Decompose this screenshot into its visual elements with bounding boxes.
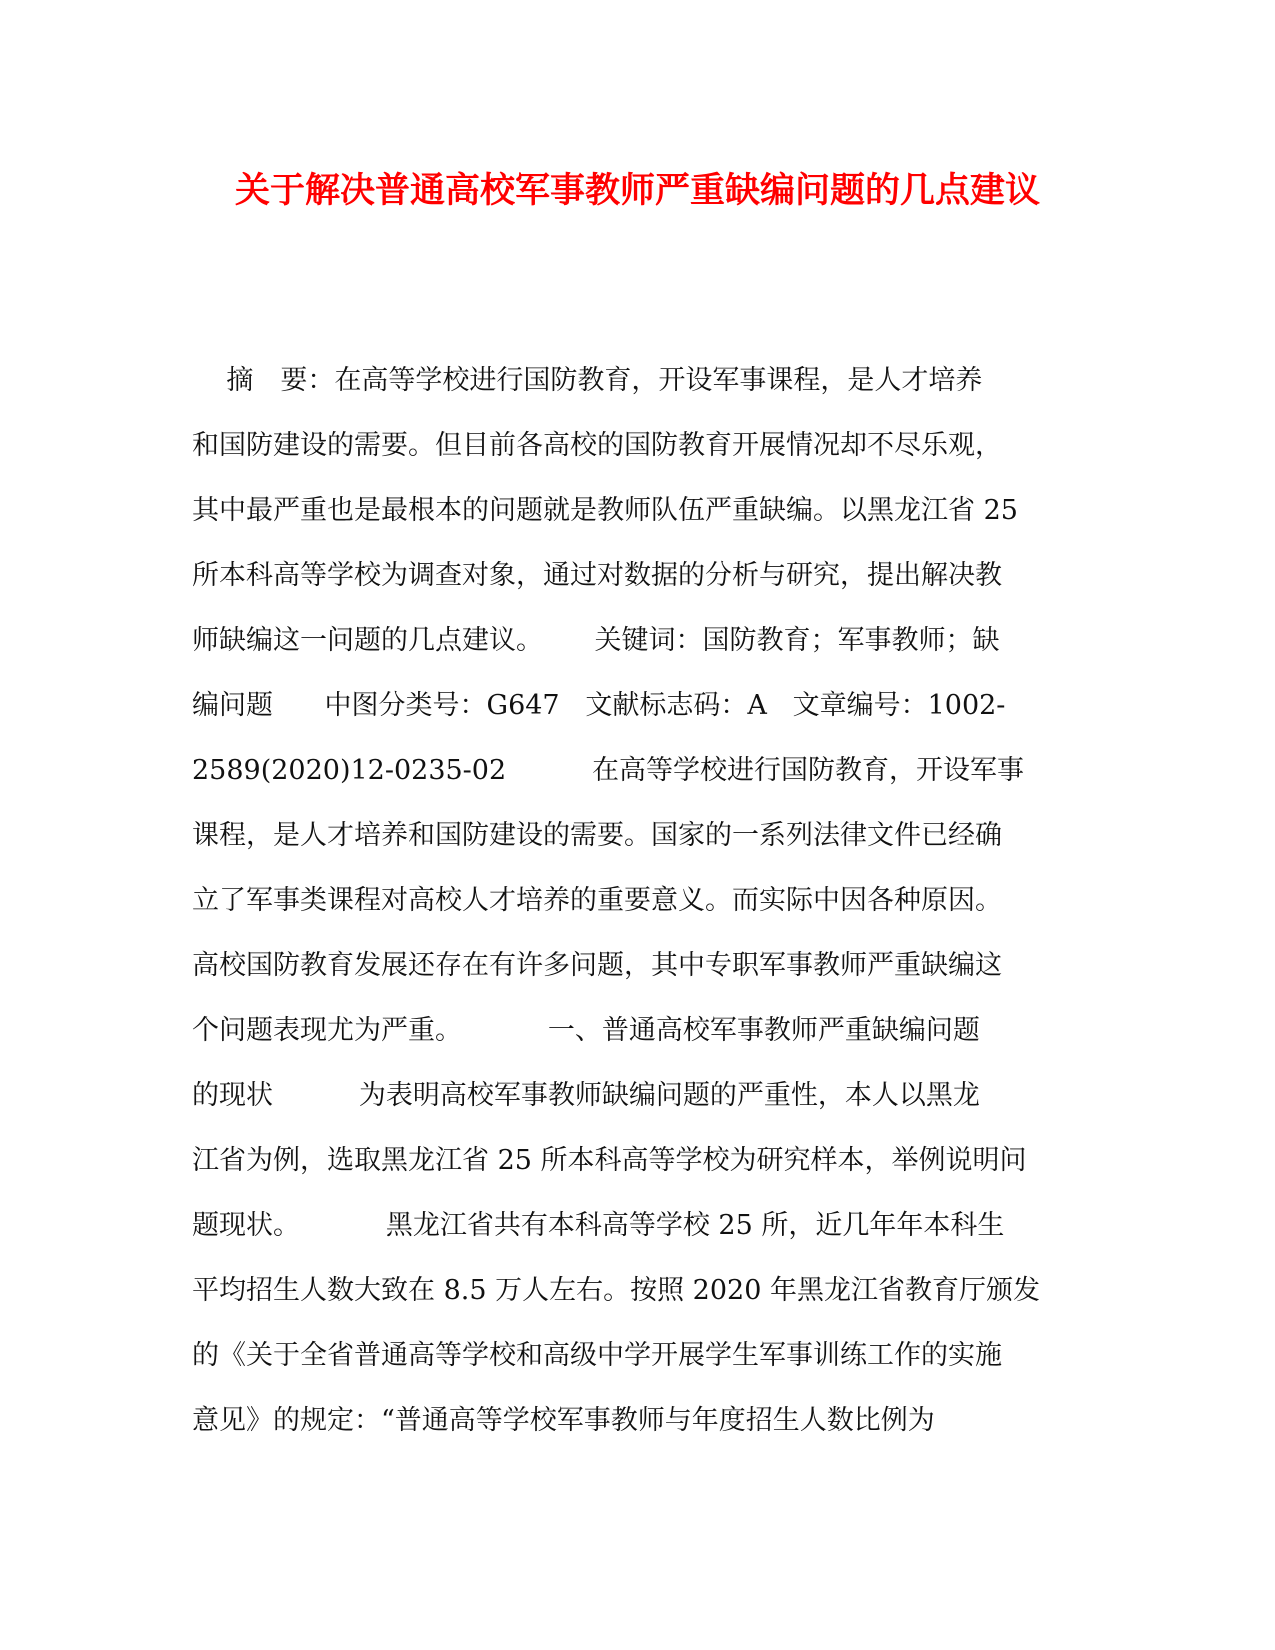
body-line: 江省为例，选取黑龙江省 25 所本科高等学校为研究样本，举例说明问 — [192, 1145, 1027, 1176]
body-line: 意见》的规定：“普通高等学校军事教师与年度招生人数比例为 — [192, 1405, 935, 1436]
body-line: 立了军事类课程对高校人才培养的重要意义。而实际中因各种原因。 — [192, 885, 1002, 916]
body-line: 课程，是人才培养和国防建设的需要。国家的一系列法律文件已经确 — [192, 820, 1002, 851]
body-line: 的《关于全省普通高等学校和高级中学开展学生军事训练工作的实施 — [192, 1340, 1002, 1371]
body-line: 2589(2020)12-0235-02 在高等学校进行国防教育，开设军事 — [192, 755, 1024, 786]
document-body — [192, 348, 1092, 1453]
document-title: 关于解决普通高校军事教师严重缺编问题的几点建议 — [234, 170, 1040, 211]
body-line: 编问题 中图分类号：G647 文献标志码：A 文章编号：1002- — [192, 690, 1006, 721]
body-line: 高校国防教育发展还存在有许多问题，其中专职军事教师严重缺编这 — [192, 950, 1002, 981]
body-line: 所本科高等学校为调查对象，通过对数据的分析与研究，提出解决教 — [192, 560, 1002, 591]
body-line: 其中最严重也是最根本的问题就是教师队伍严重缺编。以黑龙江省 25 — [192, 495, 1018, 526]
body-line: 和国防建设的需要。但目前各高校的国防教育开展情况却不尽乐观， — [192, 430, 1002, 461]
body-line: 师缺编这一问题的几点建议。 关键词：国防教育；军事教师；缺 — [192, 625, 1000, 656]
body-line: 的现状 为表明高校军事教师缺编问题的严重性，本人以黑龙 — [192, 1080, 980, 1111]
body-line: 题现状。 黑龙江省共有本科高等学校 25 所，近几年年本科生 — [192, 1210, 1005, 1241]
body-line: 平均招生人数大致在 8.5 万人左右。按照 2020 年黑龙江省教育厅颁发 — [192, 1275, 1040, 1306]
body-line: 摘 要：在高等学校进行国防教育，开设军事课程，是人才培养 — [192, 365, 983, 396]
body-line: 个问题表现尤为严重。 一、普通高校军事教师严重缺编问题 — [192, 1015, 980, 1046]
